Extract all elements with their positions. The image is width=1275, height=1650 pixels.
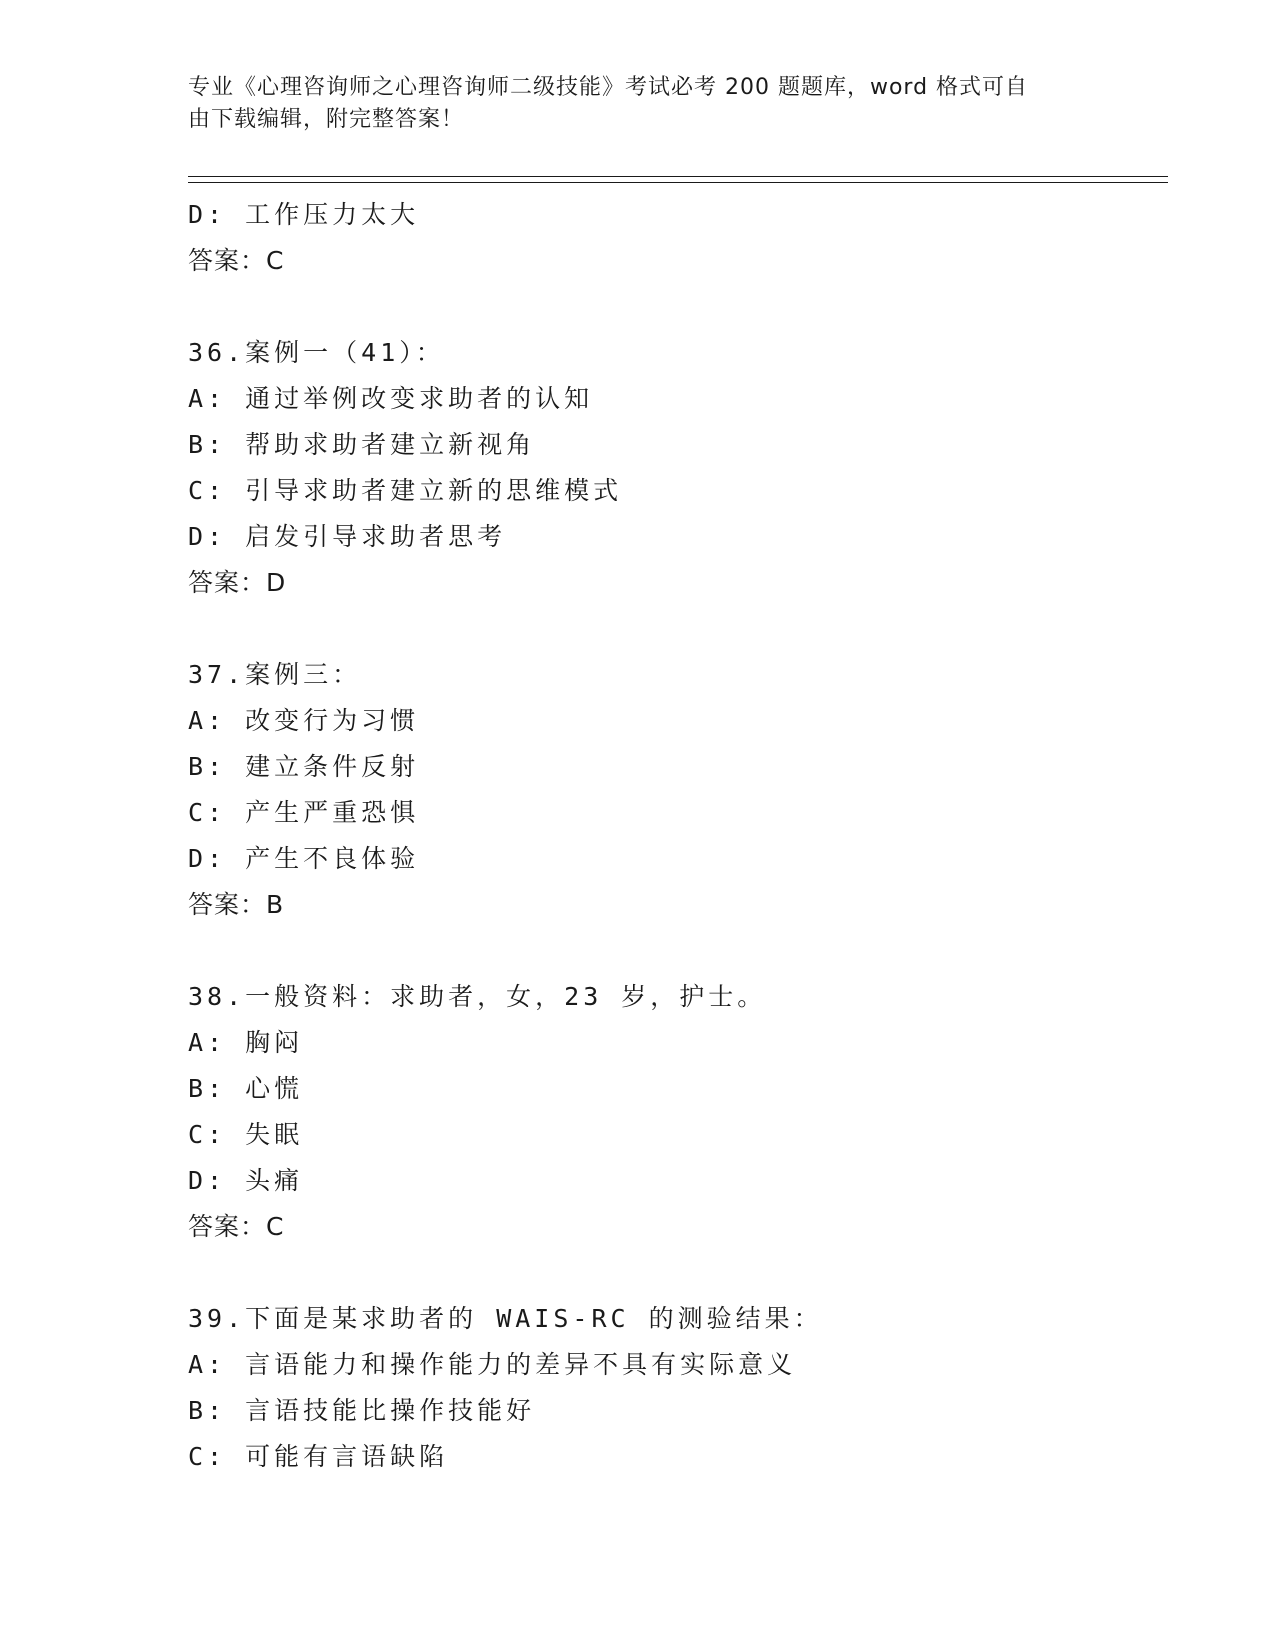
option-a: A: 胸闷 — [188, 1028, 304, 1057]
question-stem: 37.案例三： — [188, 660, 362, 689]
option-c: C: 产生严重恐惧 — [188, 798, 420, 827]
option-b: B: 言语技能比操作技能好 — [188, 1396, 536, 1425]
question-38 — [188, 974, 1168, 1250]
option-d: D: 启发引导求助者思考 — [188, 522, 507, 551]
option-a: A: 通过举例改变求助者的认知 — [188, 384, 594, 413]
option-a: A: 改变行为习惯 — [188, 706, 420, 735]
spacer — [188, 1250, 1168, 1296]
answer-line: 答案：C — [188, 246, 285, 275]
answer-line: 答案：D — [188, 568, 287, 597]
header-line-1: 专业《心理咨询师之心理咨询师二级技能》考试必考 200 题题库，word 格式可自 — [188, 75, 1029, 100]
header-divider-top — [188, 176, 1168, 177]
option-b: B: 心慌 — [188, 1074, 304, 1103]
option-d: D: 头痛 — [188, 1166, 304, 1195]
header-divider-bottom — [188, 182, 1168, 183]
answer-line: 答案：C — [188, 1212, 285, 1241]
question-36 — [188, 330, 1168, 606]
question-37 — [188, 652, 1168, 928]
previous-question-fragment — [188, 192, 1168, 284]
option-c: C: 失眠 — [188, 1120, 304, 1149]
question-content — [188, 192, 1168, 1480]
option-d: D: 产生不良体验 — [188, 844, 420, 873]
option-d: D: 工作压力太大 — [188, 200, 420, 229]
document-header — [188, 72, 1068, 136]
option-b: B: 建立条件反射 — [188, 752, 420, 781]
option-a: A: 言语能力和操作能力的差异不具有实际意义 — [188, 1350, 797, 1379]
question-stem: 38.一般资料：求助者，女，23 岁，护士。 — [188, 982, 767, 1011]
spacer — [188, 606, 1168, 652]
option-b: B: 帮助求助者建立新视角 — [188, 430, 536, 459]
answer-line: 答案：B — [188, 890, 285, 919]
question-39 — [188, 1296, 1168, 1480]
spacer — [188, 284, 1168, 330]
option-c: C: 可能有言语缺陷 — [188, 1442, 449, 1471]
spacer — [188, 928, 1168, 974]
question-stem: 39.下面是某求助者的 WAIS-RC 的测验结果： — [188, 1304, 823, 1333]
header-line-2: 由下载编辑，附完整答案！ — [188, 107, 465, 132]
question-stem: 36.案例一（41）： — [188, 338, 445, 367]
option-c: C: 引导求助者建立新的思维模式 — [188, 476, 623, 505]
